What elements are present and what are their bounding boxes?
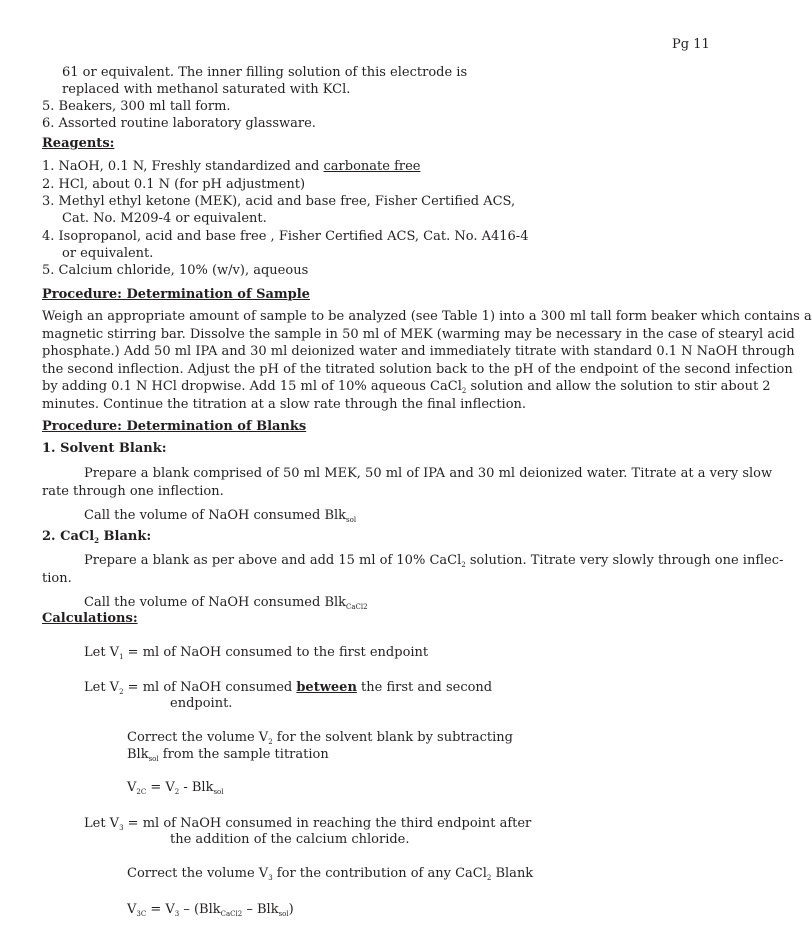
calc-correct-v3-sub: 3: [268, 874, 273, 882]
calc-v2c-sub1: 2C: [136, 788, 147, 796]
calculations-heading: Calculations:: [42, 611, 138, 626]
procedure-sample-line-6: minutes. Continue the titration at a slow rate through the final inflection.: [42, 397, 527, 412]
calc-v2-cont: endpoint.: [170, 696, 233, 711]
calc-v2c-sub2: 2: [174, 788, 180, 796]
calc-v2-a: Let V: [84, 680, 120, 695]
cacl2-blank-line-1-a: Prepare a blank as per above and add 15 ml of 10% CaCl: [84, 553, 462, 568]
calc-v1-definition: [84, 645, 428, 661]
calc-correct-v2-a: Correct the volume V: [127, 730, 269, 745]
solvent-blank-call-text: Call the volume of NaOH consumed Blk: [84, 508, 347, 523]
procedure-sample-line-4: the second inflection. Adjust the pH of the titrated solution back to the pH of the endpoint of the second infection: [42, 362, 793, 377]
calc-v2c-b: = V: [146, 780, 175, 795]
calc-v3c-sub2: 3: [174, 910, 180, 918]
cacl2-blank-call-text: Call the volume of NaOH consumed Blk: [84, 595, 347, 610]
calc-v2-definition: [84, 680, 492, 696]
calc-v3c-b: = V: [146, 902, 175, 917]
cacl2-blank-heading-sub: 2: [94, 536, 100, 545]
calc-correct-v2-sub: 2: [268, 738, 273, 746]
procedure-sample-line-5-b: solution and allow the solution to stir about 2: [466, 379, 771, 394]
calc-correct-v2: [127, 730, 513, 746]
calc-v2c-c: - Blk: [179, 780, 214, 795]
cacl2-blank-line-1-b: solution. Titrate very slowly through one inflec-: [465, 553, 784, 568]
calc-v1-sub: 1: [119, 653, 124, 661]
calc-v3c-sub1: 3C: [136, 910, 147, 918]
reagent-item-3: 3. Methyl ethyl ketone (MEK), acid and base free, Fisher Certified ACS,: [42, 194, 516, 209]
equipment-item-6: 6. Assorted routine laboratory glassware.: [42, 116, 316, 131]
calc-v3c-sub3: CaCl2: [220, 910, 243, 918]
equipment-item-4-line-1: 61 or equivalent. The inner filling solution of this electrode is: [62, 65, 468, 80]
page-number: Pg 11: [672, 37, 710, 52]
calc-v3-sub: 3: [119, 824, 124, 832]
calc-correct-v3-c: Blank: [491, 866, 534, 881]
calc-v2c-equation: [127, 780, 224, 796]
solvent-blank-heading: 1. Solvent Blank:: [42, 441, 167, 456]
cacl2-blank-line-1: [84, 553, 784, 569]
calc-v3-definition: [84, 816, 531, 832]
solvent-blank-line-2: rate through one inflection.: [42, 484, 224, 499]
cacl2-blank-call: [84, 595, 368, 611]
reagent-item-1-underlined: carbonate free: [323, 159, 421, 174]
calc-v3c-sub4: sol: [278, 910, 289, 918]
calc-v3-cont: the addition of the calcium chloride.: [170, 832, 410, 847]
calc-v2-b: = ml of NaOH consumed: [123, 680, 297, 695]
solvent-blank-call: [84, 508, 356, 524]
procedure-sample-line-1: Weigh an appropriate amount of sample to be analyzed (see Table 1) into a 300 ml tall form beaker which contains a: [42, 309, 812, 324]
blk-cacl2-subscript: CaCl2: [346, 603, 368, 611]
calc-correct-v2-blk-sub: sol: [148, 755, 159, 763]
procedure-sample-line-3: phosphate.) Add 50 ml IPA and 30 ml deionized water and immediately titrate with standard 0.1 N NaOH through: [42, 344, 795, 359]
calc-v3-b: = ml of NaOH consumed in reaching the third endpoint after: [123, 816, 532, 831]
reagent-item-1: [42, 159, 420, 175]
calc-v3c-equation: [127, 902, 294, 918]
calc-v1-a: Let V: [84, 645, 120, 660]
reagent-item-5: 5. Calcium chloride, 10% (w/v), aqueous: [42, 263, 309, 278]
blk-sol-subscript: sol: [346, 516, 357, 524]
cacl2-blank-heading-b: Blank:: [99, 529, 152, 544]
equipment-item-4-line-2: replaced with methanol saturated with KCl.: [62, 82, 351, 97]
procedure-sample-heading: Procedure: Determination of Sample: [42, 287, 310, 302]
calc-correct-v3: [127, 866, 533, 882]
cacl2-blank-heading-a: 2. CaCl: [42, 529, 95, 544]
reagent-item-4-cont: or equivalent.: [62, 246, 154, 261]
calc-v3c-e: ): [288, 902, 294, 917]
reagents-heading: Reagents:: [42, 136, 115, 151]
cacl2-blank-line-2: tion.: [42, 571, 72, 586]
calc-v3-a: Let V: [84, 816, 120, 831]
calc-correct-v2-blk: Blk: [127, 747, 149, 762]
calc-v3c-d: – Blk: [242, 902, 279, 917]
calc-correct-v2-line2-b: from the sample titration: [158, 747, 329, 762]
reagent-item-2: 2. HCl, about 0.1 N (for pH adjustment): [42, 177, 306, 192]
solvent-blank-line-1: Prepare a blank comprised of 50 ml MEK, 50 ml of IPA and 30 ml deionized water. Titrate at a very slow: [84, 466, 773, 481]
calc-correct-v2-line-2: [127, 747, 329, 763]
cacl2-subscript: 2: [461, 387, 467, 395]
procedure-sample-line-5: [42, 379, 771, 395]
procedure-sample-line-5-a: by adding 0.1 N HCl dropwise. Add 15 ml of 10% aqueous CaCl: [42, 379, 462, 394]
procedure-blanks-heading: Procedure: Determination of Blanks: [42, 419, 307, 434]
procedure-sample-line-2: magnetic stirring bar. Dissolve the sample in 50 ml of MEK (warming may be necessary in the case of stearyl acid: [42, 327, 795, 342]
cacl2-blank-heading: [42, 529, 151, 545]
calc-correct-v3-a: Correct the volume V: [127, 866, 269, 881]
calc-v2c-sub3: sol: [213, 788, 224, 796]
calc-v3c-a: V: [127, 902, 137, 917]
reagent-item-3-cont: Cat. No. M209-4 or equivalent.: [62, 211, 267, 226]
calc-v2-between: between: [296, 680, 357, 695]
cacl2-blank-line-1-sub: 2: [461, 561, 466, 569]
reagent-item-1-text: 1. NaOH, 0.1 N, Freshly standardized and: [42, 159, 324, 174]
calc-correct-v2-b: for the solvent blank by subtracting: [272, 730, 513, 745]
calc-v2c-a: V: [127, 780, 137, 795]
calc-v3c-c: – (Blk: [179, 902, 221, 917]
calc-v2-c: the first and second: [356, 680, 493, 695]
calc-v1-b: = ml of NaOH consumed to the first endpoint: [123, 645, 429, 660]
reagent-item-4: 4. Isopropanol, acid and base free , Fisher Certified ACS, Cat. No. A416-4: [42, 229, 529, 244]
calc-v2-sub: 2: [119, 688, 124, 696]
equipment-item-5: 5. Beakers, 300 ml tall form.: [42, 99, 231, 114]
calc-correct-v3-sub2: 2: [486, 874, 492, 882]
calc-correct-v3-b: for the contribution of any CaCl: [272, 866, 487, 881]
